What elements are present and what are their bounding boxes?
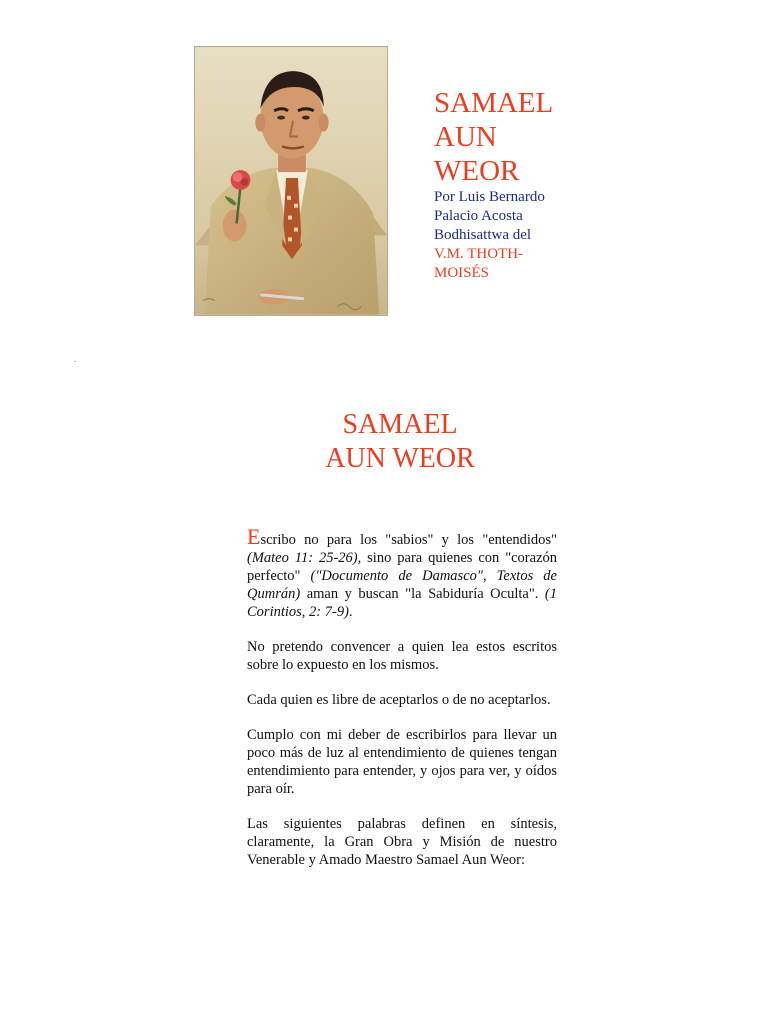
- citation: (Mateo 11: 25-26),: [247, 550, 362, 566]
- header-title-line: SAMAEL: [434, 87, 554, 119]
- header-title-line: AUN: [434, 121, 497, 153]
- paragraph-intro: [247, 524, 558, 621]
- byline-line: Por Luis Bernardo: [434, 189, 545, 205]
- portrait-illustration: [195, 47, 387, 315]
- stray-dot: .: [74, 354, 77, 364]
- portrait-painting: [194, 46, 388, 316]
- text-run: aman y buscan "la Sabiduría Oculta".: [300, 586, 545, 602]
- section-title-line: SAMAEL: [342, 409, 458, 440]
- text-run: sino para quienes con "corazón perfecto": [247, 550, 558, 584]
- body-text: [247, 524, 558, 886]
- paragraph: Las siguientes palabras definen en síntesis, claramente, la Gran Obra y Misión de nuestro Venerable y Amado Maestro Samael Aun Weor:: [247, 816, 557, 868]
- citation: ("Documento de Damasco", Textos de Qumrán): [247, 568, 557, 602]
- section-title-line: AUN WEOR: [325, 443, 475, 474]
- header-title-line: WEOR: [434, 155, 520, 187]
- text-run: .: [348, 604, 353, 620]
- byline-line: Palacio Acosta: [434, 208, 523, 224]
- header-block: [434, 86, 604, 283]
- paragraph: Cumplo con mi deber de escribirlos para llevar un poco más de luz al entendimiento de quienes tengan entendimiento para entender, y ojos para ver, y oídos para oír.: [247, 727, 557, 797]
- paragraph: Cada quien es libre de aceptarlos o de no aceptarlos.: [247, 692, 551, 708]
- citation: (1 Corintios, 2: 7-9): [247, 586, 557, 620]
- byline-line: Bodhisattwa del: [434, 227, 532, 243]
- byline-red-line: MOISÉS: [434, 265, 490, 281]
- text-run: scribo no para los "sabios" y los "entendidos": [260, 532, 557, 548]
- paragraph: No pretendo convencer a quien lea estos escritos sobre lo expuesto en los mismos.: [247, 639, 557, 673]
- byline-red-line: V.M. THOTH-: [434, 246, 524, 262]
- drop-initial: E: [247, 524, 261, 549]
